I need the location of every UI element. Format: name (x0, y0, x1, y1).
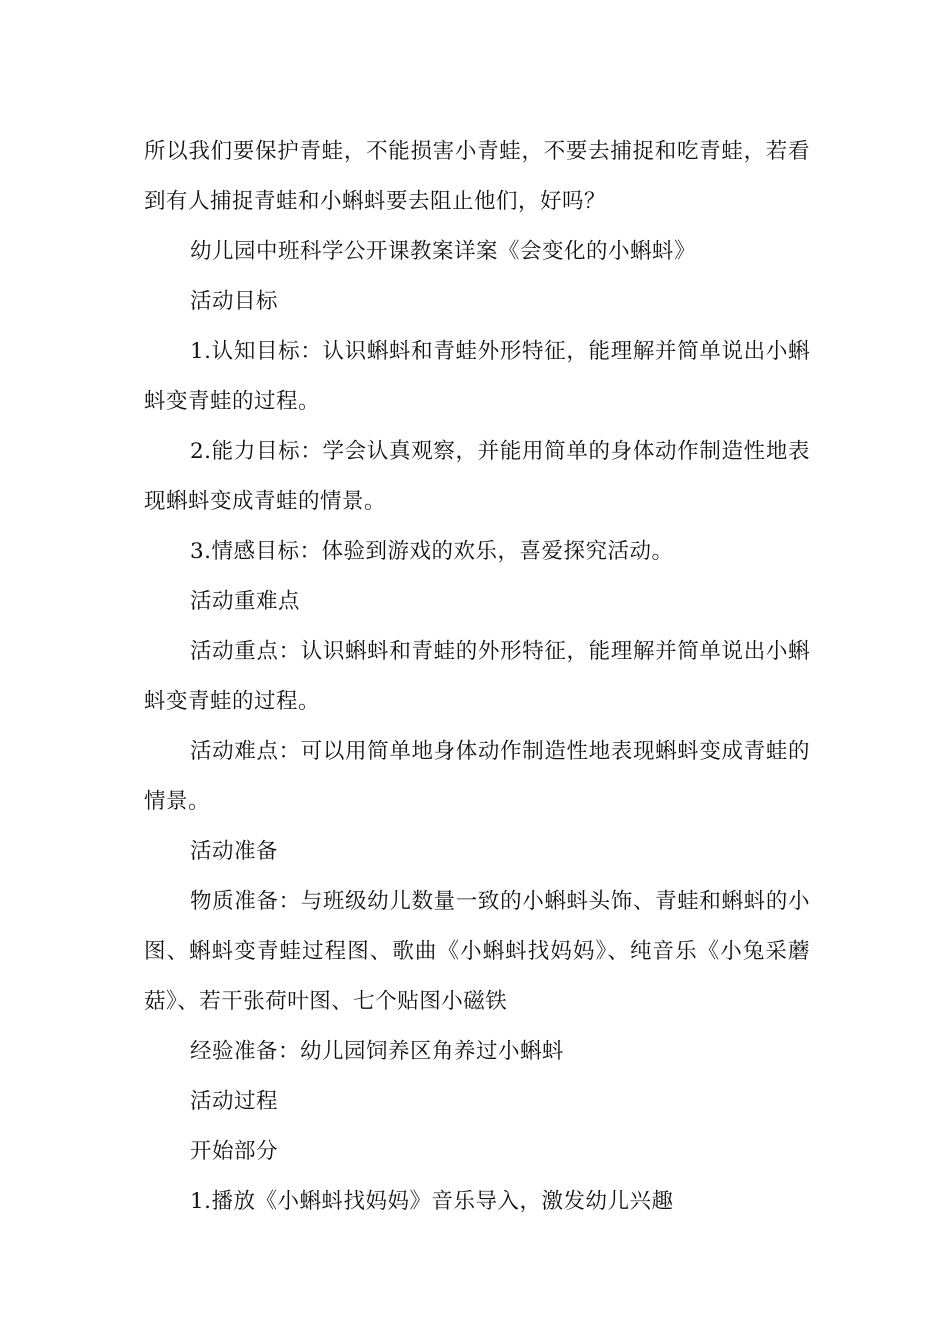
lesson-title: 幼儿园中班科学公开课教案详案《会变化的小蝌蚪》 (190, 239, 697, 264)
material-preparation: 物质准备：与班级幼儿数量一致的小蝌蚪头饰、青蛙和蝌蚪的小图、蝌蚪变青蛙过程图、歌曲《小蝌蚪找妈妈》、纯音乐《小兔采蘑菇》、若干张荷叶图、七个贴图小磁铁 (144, 889, 810, 1014)
goal-emotional: 3.情感目标：体验到游戏的欢乐，喜爱探究活动。 (190, 539, 674, 564)
section-heading-preparation: 活动准备 (190, 839, 279, 864)
goal-cognitive: 1.认知目标：认识蝌蚪和青蛙外形特征，能理解并简单说出小蝌蚪变青蛙的过程。 (144, 339, 810, 414)
section-heading-goals: 活动目标 (190, 289, 279, 314)
goal-ability: 2.能力目标：学会认真观察，并能用简单的身体动作制造性地表现蝌蚪变成青蛙的情景。 (144, 439, 810, 514)
subsection-heading-start: 开始部分 (190, 1139, 279, 1164)
section-heading-key-points: 活动重难点 (190, 589, 301, 614)
section-heading-process: 活动过程 (190, 1089, 279, 1114)
paragraph-protect-frogs: 所以我们要保护青蛙，不能损害小青蛙，不要去捕捉和吃青蛙，若看到有人捕捉青蛙和小蝌蚪要去阻止他们，好吗？ (144, 139, 810, 214)
process-step-1: 1.播放《小蝌蚪找妈妈》音乐导入，激发幼儿兴趣 (190, 1189, 674, 1214)
key-point: 活动重点：认识蝌蚪和青蛙的外形特征，能理解并简单说出小蝌蚪变青蛙的过程。 (144, 639, 810, 714)
difficult-point: 活动难点：可以用简单地身体动作制造性地表现蝌蚪变成青蛙的情景。 (144, 739, 810, 814)
document-body (144, 127, 810, 1227)
experience-preparation: 经验准备：幼儿园饲养区角养过小蝌蚪 (190, 1039, 565, 1064)
